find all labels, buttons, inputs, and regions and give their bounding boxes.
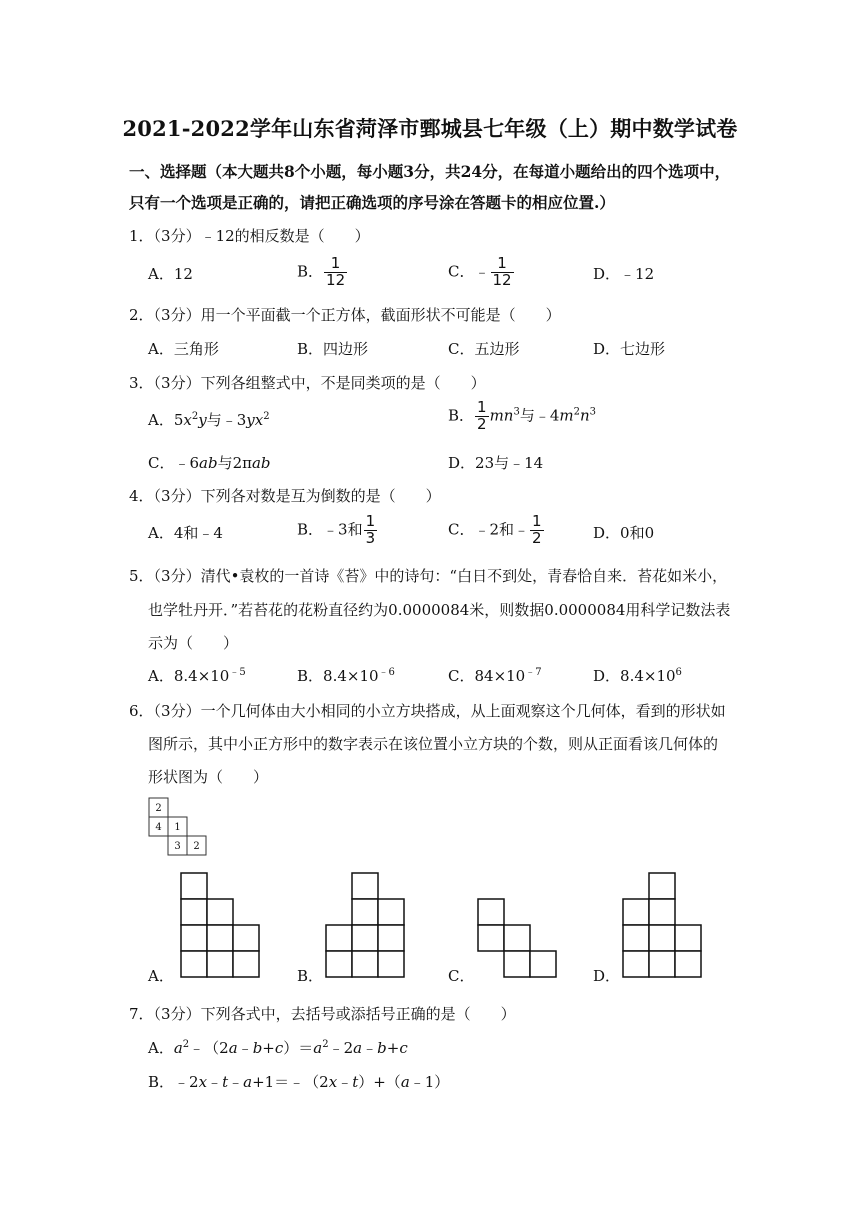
question-6-line-2: 图所示，其中小正方形中的数字表示在该位置小立方块的个数，则从正面看该几何体的 bbox=[148, 735, 719, 753]
q3-a-exp: 2 bbox=[191, 411, 199, 422]
question-5-line-2: 也学牡丹开．”若苔花的花粉直径约为0.0000084米，则数据0.0000084用科学记数法表 bbox=[148, 601, 731, 619]
q1-option-d: D．﹣12 bbox=[593, 265, 655, 283]
q1-option-b-label: B． bbox=[297, 262, 324, 281]
top-view-number: 2 bbox=[155, 803, 162, 814]
top-view-number: 4 bbox=[155, 822, 162, 833]
q1-option-b-fraction bbox=[324, 256, 347, 289]
q4-c-fraction bbox=[530, 514, 544, 547]
q5-c-exp: ﹣7 bbox=[525, 667, 542, 678]
q3-c-connector: 与2π bbox=[217, 454, 252, 472]
q7-a-op: + bbox=[262, 1039, 275, 1057]
q3-option-c bbox=[148, 452, 271, 473]
q4-c-sign: ﹣ bbox=[514, 520, 530, 539]
q3-a-exp-2: 2 bbox=[263, 411, 270, 422]
q7-a-op: ﹣ bbox=[237, 1039, 253, 1057]
q6-option-a-figure bbox=[180, 872, 260, 977]
q1-c-numerator: 1 bbox=[497, 254, 507, 272]
q6-option-c-figure bbox=[477, 898, 559, 978]
q5-b-exp: ﹣6 bbox=[378, 667, 395, 678]
q7-a-part: ）＝ bbox=[283, 1039, 314, 1057]
question-5-line-1: 5．（3分）清代•袁枚的一首诗《苔》中的诗句：“白日不到处，青春恰自来．苔花如米小， bbox=[129, 567, 728, 585]
question-6-line-1: 6．（3分）一个几何体由大小相同的小立方块搭成，从上面观察这个几何体，看到的形状如 bbox=[129, 702, 726, 720]
q3-a-var-yx: yx bbox=[246, 411, 264, 429]
question-2-stem: 2．（3分）用一个平面截一个正方体，截面形状不可能是（ ） bbox=[129, 306, 561, 324]
q3-a-var-y: y bbox=[198, 411, 207, 429]
q3-a-connector: 与﹣3 bbox=[206, 411, 247, 429]
q3-b-connector: 与﹣4 bbox=[519, 406, 560, 425]
q7-a-var: a bbox=[228, 1039, 238, 1057]
q7-b-var: a bbox=[243, 1073, 253, 1091]
q2-option-a: A．三角形 bbox=[148, 340, 219, 358]
q7-b-var: x bbox=[328, 1073, 338, 1091]
q5-b-base: B．8.4×10 bbox=[297, 667, 379, 685]
q2-option-c: C．五边形 bbox=[448, 340, 520, 358]
q3-option-a bbox=[148, 409, 270, 430]
q7-option-a bbox=[148, 1037, 408, 1058]
q4-b-denominator: 3 bbox=[365, 528, 376, 547]
q5-d-exp: 6 bbox=[675, 667, 682, 678]
q3-c-var-ab-2: ab bbox=[251, 454, 271, 472]
q7-a-var: b bbox=[377, 1039, 387, 1057]
q4-c-denominator: 2 bbox=[532, 528, 542, 547]
q1-b-denominator: 12 bbox=[326, 270, 346, 289]
q1-option-b bbox=[297, 256, 348, 289]
q7-a-exp: 2 bbox=[322, 1039, 329, 1050]
q7-b-part: ﹣1） bbox=[409, 1073, 450, 1091]
top-view-number: 2 bbox=[193, 841, 200, 852]
q3-b-var-mn: mn bbox=[489, 406, 514, 425]
q3-b-label: B． bbox=[448, 406, 475, 425]
q4-b-fraction bbox=[364, 514, 378, 547]
q7-a-part: ﹣2 bbox=[328, 1039, 354, 1057]
q3-b-exp-2: 2 bbox=[573, 406, 580, 418]
q3-option-b bbox=[448, 400, 596, 433]
q3-b-denominator: 2 bbox=[477, 414, 487, 433]
q7-b-op: ﹣ bbox=[207, 1073, 223, 1091]
q4-option-c bbox=[448, 514, 545, 547]
question-7-stem: 7．（3分）下列各式中，去括号或添括号正确的是（ ） bbox=[129, 1005, 516, 1023]
q5-a-exp: ﹣5 bbox=[229, 667, 246, 678]
q4-option-a: A．4和﹣4 bbox=[148, 524, 223, 542]
q5-c-base: C．84×10 bbox=[448, 667, 526, 685]
q5-option-b bbox=[297, 665, 395, 686]
q4-b-numerator: 1 bbox=[365, 512, 376, 530]
q7-a-var: c bbox=[274, 1039, 284, 1057]
q1-option-c-fraction bbox=[491, 256, 514, 289]
question-4-stem: 4．（3分）下列各对数是互为倒数的是（ ） bbox=[129, 487, 441, 505]
q1-c-denominator: 12 bbox=[492, 270, 512, 289]
q6-option-c-label: C． bbox=[448, 967, 475, 985]
q3-a-var-x: x bbox=[183, 411, 192, 429]
q7-a-var: a bbox=[173, 1039, 183, 1057]
q7-a-label: A． bbox=[148, 1039, 174, 1057]
q4-option-d: D．0和0 bbox=[593, 524, 655, 542]
q3-b-exp-1: 3 bbox=[513, 406, 520, 418]
q6-option-d-label: D． bbox=[593, 967, 621, 985]
q7-b-var: t bbox=[352, 1073, 359, 1091]
q7-a-var: a bbox=[313, 1039, 323, 1057]
q1-c-sign: ﹣ bbox=[474, 262, 490, 281]
section-header-line-1: 一、选择题（本大题共8个小题，每小题3分，共24分，在每道小题给出的四个选项中， bbox=[129, 162, 731, 181]
q3-b-exp-3: 3 bbox=[589, 406, 597, 418]
page-title: 2021-2022学年山东省菏泽市鄄城县七年级（上）期中数学试卷 bbox=[122, 116, 738, 141]
q3-option-d: D．23与﹣14 bbox=[448, 454, 544, 472]
q6-top-view-figure bbox=[148, 797, 210, 857]
q3-a-coef: 5 bbox=[173, 411, 184, 429]
top-view-number: 1 bbox=[174, 822, 181, 833]
q6-option-a-label: A． bbox=[148, 967, 174, 985]
q5-a-base: A．8.4×10 bbox=[148, 667, 230, 685]
q3-c-coef: ﹣6 bbox=[174, 454, 200, 472]
q7-b-label: B． bbox=[148, 1073, 175, 1091]
q7-b-op: ﹣ bbox=[228, 1073, 244, 1091]
q1-option-c bbox=[448, 256, 515, 289]
q3-c-label: C． bbox=[148, 454, 175, 472]
q2-option-d: D．七边形 bbox=[593, 340, 666, 358]
q3-b-var-m: m bbox=[559, 406, 574, 425]
q7-b-var: t bbox=[222, 1073, 229, 1091]
q6-option-d-figure bbox=[622, 872, 704, 977]
q4-option-b bbox=[297, 514, 378, 547]
q7-a-var: b bbox=[252, 1039, 263, 1057]
q3-a-label: A． bbox=[148, 411, 174, 429]
q6-option-b-figure bbox=[325, 872, 407, 977]
q6-option-b-label: B． bbox=[297, 967, 324, 985]
q3-b-numerator: 1 bbox=[477, 398, 487, 416]
q7-a-var: c bbox=[399, 1039, 408, 1057]
q7-a-part: ﹣（2 bbox=[189, 1039, 229, 1057]
section-header-line-2: 只有一个选项是正确的，请把正确选项的序号涂在答题卡的相应位置.） bbox=[129, 193, 615, 212]
question-5-line-3: 示为（ ） bbox=[148, 634, 239, 652]
q7-b-var: x bbox=[198, 1073, 208, 1091]
q3-b-var-n: n bbox=[580, 406, 590, 425]
q1-b-numerator: 1 bbox=[330, 254, 341, 272]
q7-option-b bbox=[148, 1071, 449, 1092]
q4-b-label: B．﹣3和 bbox=[297, 520, 363, 539]
q7-a-op: ﹣ bbox=[362, 1039, 378, 1057]
q7-a-op: + bbox=[386, 1039, 400, 1057]
q4-c-label: C．﹣2和 bbox=[448, 520, 515, 539]
q5-option-c bbox=[448, 665, 542, 686]
q7-a-exp: 2 bbox=[182, 1039, 190, 1050]
q7-b-part: ﹣2 bbox=[174, 1073, 199, 1091]
q7-a-var: a bbox=[353, 1039, 363, 1057]
q7-b-var: a bbox=[400, 1073, 410, 1091]
top-view-number: 3 bbox=[174, 841, 181, 852]
q1-option-a: A．12 bbox=[148, 265, 193, 283]
q4-c-numerator: 1 bbox=[532, 512, 542, 530]
q7-b-op: ﹣ bbox=[337, 1073, 353, 1091]
question-3-stem: 3．（3分）下列各组整式中，不是同类项的是（ ） bbox=[129, 374, 486, 392]
q5-option-d bbox=[593, 665, 682, 686]
q7-b-part: ）+（ bbox=[358, 1073, 401, 1091]
q1-option-c-label: C． bbox=[448, 262, 475, 281]
q5-option-a bbox=[148, 665, 246, 686]
q7-b-part: +1＝﹣（2 bbox=[252, 1073, 329, 1091]
question-1-stem: 1．（3分）﹣12的相反数是（ ） bbox=[129, 227, 370, 245]
q5-d-base: D．8.4×10 bbox=[593, 667, 676, 685]
q3-b-fraction bbox=[475, 400, 489, 433]
q2-option-b: B．四边形 bbox=[297, 340, 369, 358]
question-6-line-3: 形状图为（ ） bbox=[148, 768, 269, 786]
q3-c-var-ab: ab bbox=[199, 454, 218, 472]
